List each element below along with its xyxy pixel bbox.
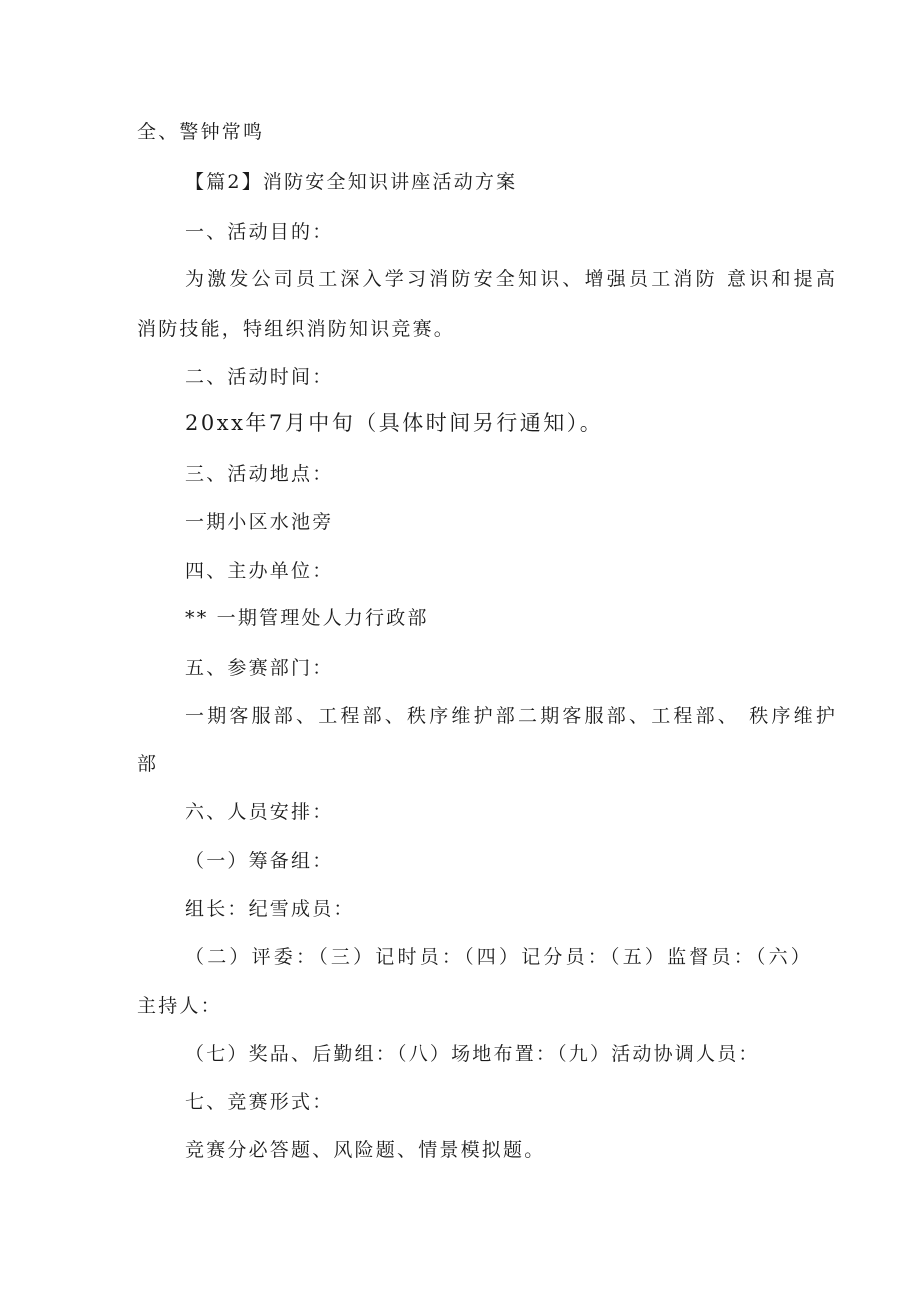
paragraph-line: （一）筹备组： [185, 850, 334, 872]
heading: 六、人员安排： [185, 801, 334, 823]
paragraph-line: 20xx年7月中旬（具体时间另行通知）。 [185, 411, 604, 435]
paragraph-line: 部 [137, 753, 159, 775]
paragraph-line: 一期客服部、工程部、秩序维护部二期客服部、工程部、 秩序维护 [185, 705, 839, 727]
paragraph-line: 一期小区水池旁 [185, 511, 334, 533]
heading: 五、参赛部门： [185, 657, 334, 679]
paragraph-line: 组长：纪雪成员： [185, 898, 355, 920]
paragraph-line: （七）奖品、后勤组：（八）场地布置：（九）活动协调人员： [185, 1043, 760, 1065]
text-line: 全、警钟常鸣 [137, 121, 265, 143]
heading: 二、活动时间： [185, 366, 334, 388]
paragraph-line: （二）评委：（三）记时员：（四）记分员：（五）监督员：（六） [185, 946, 814, 968]
heading: 三、活动地点： [185, 463, 334, 485]
heading: 一、活动目的： [185, 221, 334, 243]
paragraph-line: 消防技能，特组织消防知识竞赛。 [137, 318, 456, 340]
paragraph-line: 为激发公司员工深入学习消防安全知识、增强员工消防 意识和提高 [185, 268, 839, 290]
heading: 七、竞赛形式： [185, 1091, 334, 1113]
heading: 四、主办单位： [185, 560, 334, 582]
paragraph-line: ** 一期管理处人力行政部 [185, 607, 429, 629]
paragraph-line: 竞赛分必答题、风险题、情景模拟题。 [185, 1139, 546, 1161]
paragraph-line: 主持人： [137, 995, 222, 1017]
section-title: 【篇2】消防安全知识讲座活动方案 [185, 171, 518, 193]
